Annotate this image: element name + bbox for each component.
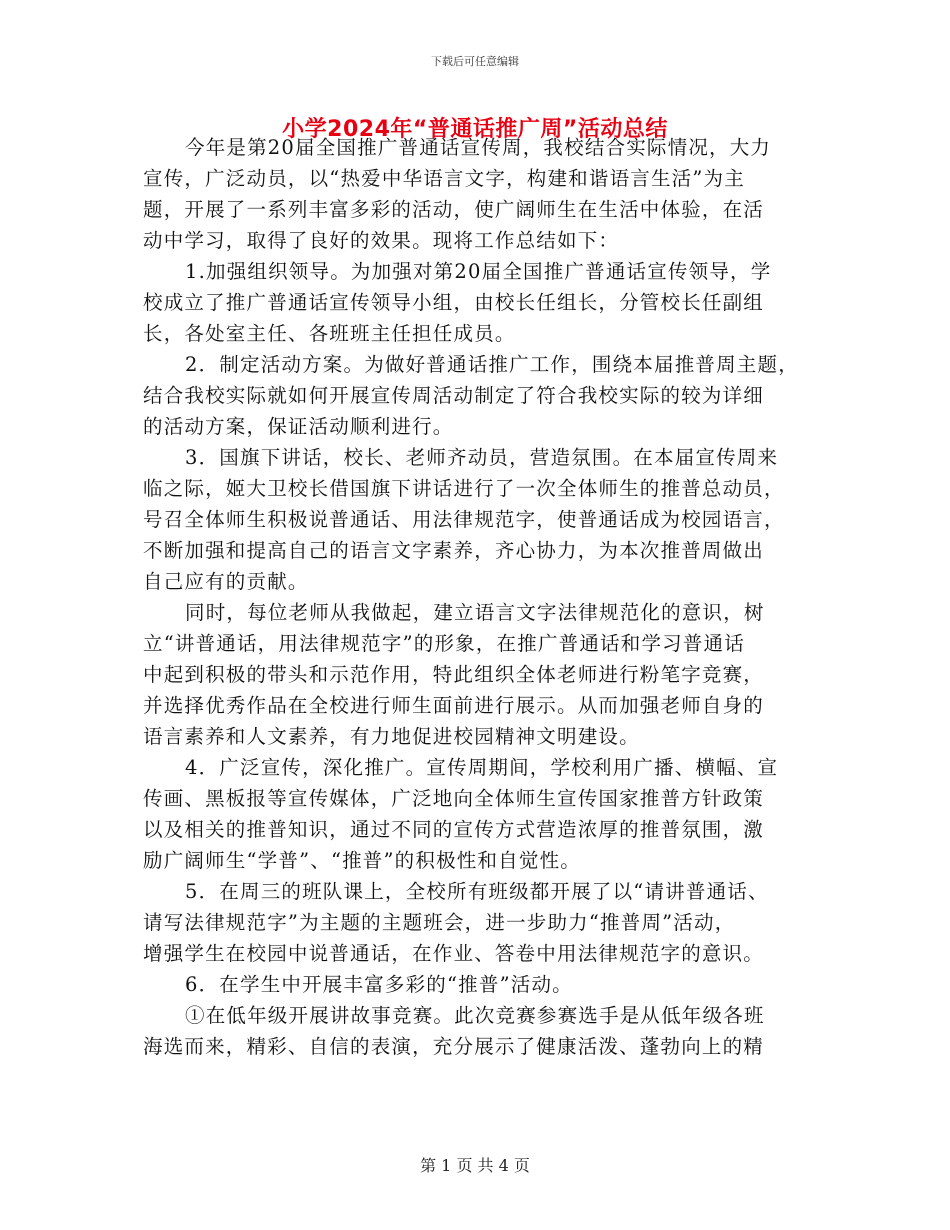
body-line: 语言素养和人文素养，有力地促进校园精神文明建设。 — [143, 725, 640, 748]
body-line: 同时，每位老师从我做起，建立语言文字法律规范化的意识，树 — [185, 601, 765, 624]
body-line: 今年是第20届全国推广普通话宣传周，我校结合实际情况，大力 — [185, 136, 772, 159]
header-note: 下载后可任意编辑 — [431, 55, 519, 68]
body-line: 4．广泛宣传，深化推广。宣传周期间，学校利用广播、横幅、宣 — [185, 756, 779, 779]
body-line: 传画、黑板报等宣传媒体，广泛地向全体师生宣传国家推普方针政策 — [143, 787, 765, 810]
body-line: 宣传，广泛动员，以“热爱中华语言文字，构建和谐语言生活”为主 — [143, 167, 745, 190]
body-line: 的活动方案，保证活动顺利进行。 — [143, 415, 454, 438]
body-line: 3．国旗下讲话，校长、老师齐动员，营造氛围。在本届宣传周来 — [185, 446, 779, 469]
body-line: 长，各处室主任、各班班主任担任成员。 — [143, 322, 516, 345]
body-line: 中起到积极的带头和示范作用，特此组织全体老师进行粉笔字竞赛， — [143, 663, 765, 686]
body-line: 5．在周三的班队课上，全校所有班级都开展了以“请讲普通话、 — [185, 880, 769, 903]
document-body — [143, 132, 813, 1062]
body-line: 立“讲普通话，用法律规范字”的形象，在推广普通话和学习普通话 — [143, 632, 745, 655]
body-line: 海选而来，精彩、自信的表演，充分展示了健康活泼、蓬勃向上的精 — [143, 1035, 765, 1058]
document-title: 小学2024年“普通话推广周”活动总结 — [282, 117, 668, 142]
body-line: 号召全体师生积极说普通话、用法律规范字，使普通话成为校园语言， — [143, 508, 785, 531]
body-line: 临之际，姬大卫校长借国旗下讲话进行了一次全体师生的推普总动员， — [143, 477, 785, 500]
body-line: 题，开展了一系列丰富多彩的活动，使广阔师生在生活中体验，在活 — [143, 198, 765, 221]
body-line: 动中学习，取得了良好的效果。现将工作总结如下： — [143, 229, 620, 252]
body-line: 结合我校实际就如何开展宣传周活动制定了符合我校实际的较为详细 — [143, 384, 765, 407]
body-line: 不断加强和提高自己的语言文字素养，齐心协力，为本次推普周做出 — [143, 539, 765, 562]
body-line: 并选择优秀作品在全校进行师生面前进行展示。从而加强老师自身的 — [143, 694, 765, 717]
body-line: 励广阔师生“学普”、“推普”的积极性和自觉性。 — [143, 849, 581, 872]
body-line: 请写法律规范字”为主题的主题班会，进一步助力“推普周”活动， — [143, 911, 736, 934]
body-line: 校成立了推广普通话宣传领导小组，由校长任组长，分管校长任副组 — [143, 291, 765, 314]
body-line: 自己应有的贡献。 — [143, 570, 309, 593]
body-line: 以及相关的推普知识，通过不同的宣传方式营造浓厚的推普氛围，激 — [143, 818, 765, 841]
body-line: 增强学生在校园中说普通话，在作业、答卷中用法律规范字的意识。 — [143, 942, 765, 965]
body-line: 1.加强组织领导。为加强对第20届全国推广普通话宣传领导，学 — [185, 260, 772, 283]
body-line: ①在低年级开展讲故事竞赛。此次竞赛参赛选手是从低年级各班 — [185, 1004, 765, 1027]
body-line: 2．制定活动方案。为做好普通话推广工作，围绕本届推普周主题， — [185, 353, 799, 376]
page-footer: 第 1 页 共 4 页 — [420, 1156, 530, 1175]
body-line: 6．在学生中开展丰富多彩的“推普”活动。 — [185, 973, 573, 996]
